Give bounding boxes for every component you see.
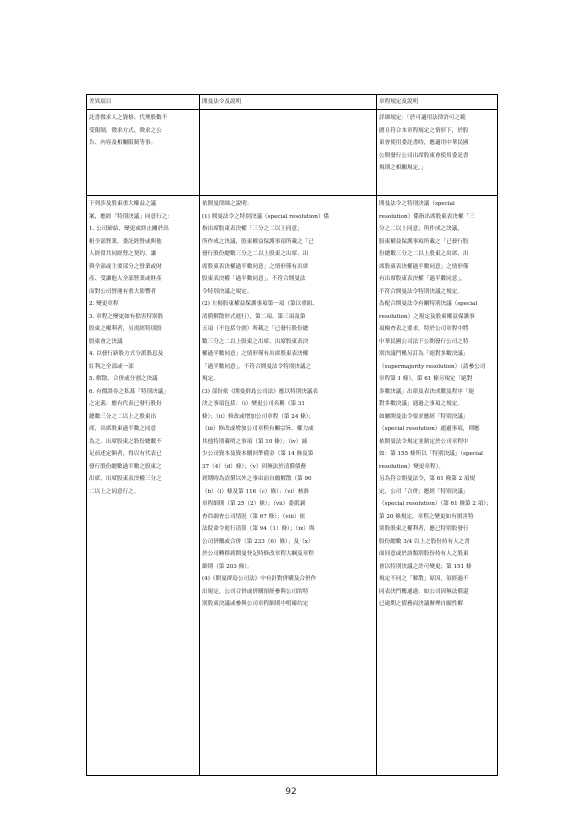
cell-line: 受限制、徵求方式、徵求之公 <box>89 127 162 134</box>
cell-line: 公開發行公司出席股東會使用委託書 <box>379 152 469 159</box>
cell-line: 託書徵求人之資格、代理股數不 <box>89 115 168 121</box>
cell-line: 於公司轉移到開曼登記時修改章程大綱及章程 <box>202 551 314 557</box>
cell-line: 章程第 1 條），第 61 條另規定「絕對 <box>379 376 473 382</box>
cell-line: 二以上之同意行之。 <box>89 488 140 495</box>
comparison-table <box>86 94 498 776</box>
cell-line: 不符合開曼法令特別決議之規定。 <box>379 288 463 295</box>
cell-line: 為之。出席股東之股份總數不 <box>89 438 162 445</box>
row1-col3 <box>377 110 497 196</box>
cell-line: 所作成之決議，股東權益保護事項所載之「已 <box>202 238 314 245</box>
cell-line: 發行股份總數過半數之股東之 <box>89 463 162 470</box>
cell-line: 「過半數同意」，不符合開曼法令特別決議之 <box>202 363 312 370</box>
cell-line: 章程細則（第 25（2）條）；（vii）委派調 <box>202 501 306 507</box>
cell-line: 規定不同之「解散」原因，須經過不 <box>379 576 469 582</box>
cell-line: 到期時為清償以外之事由而自願解散（第 90 <box>202 476 312 482</box>
table-grid <box>87 95 497 776</box>
cell-line: （b）（i）條及第 116（c）條）；（vi）核准 <box>202 488 310 495</box>
cell-line: （special resolution）（第 61 條第 2 項）； <box>379 501 492 507</box>
cell-line: 依開曼律師之說明： <box>202 201 253 207</box>
cell-line: 指出席股東表決權「三分之二以上同意」 <box>202 226 303 232</box>
cell-line: 開曼法令之特別決議（special <box>379 201 455 207</box>
cell-line: 總數三分之二以上之股東出 <box>89 413 157 420</box>
cell-line: 股東權益保護事項所載之「已發行股 <box>379 238 469 245</box>
cell-line: 如：第 155 條所以「特別決議」（special <box>379 451 483 457</box>
cell-line: resolution）之規定及股東權益保護事 <box>379 313 475 320</box>
cell-line: (1) 開曼法令之特別決議（special resolution）係 <box>202 213 330 220</box>
cell-line: 與全部或主要部分之營業或財 <box>89 263 162 270</box>
cell-line: 別股股東之權利者，應已特別股發行 <box>379 526 469 532</box>
cell-line: 37（4）（d）條）；（v）因無法於清償債務 <box>202 463 307 470</box>
cell-line: （iii）修改或增加公司章程有關宗旨、權力或 <box>202 426 314 432</box>
cell-line: 詳細規定：「於可適用法律許可之範 <box>379 115 466 121</box>
cell-line: 紅利之全部或一部 <box>89 363 134 370</box>
header-difference-item: 差異項目 <box>87 95 200 110</box>
cell-line: 股東會之決議 <box>89 338 123 345</box>
cell-line: 同表決門檻通過：如公司因無法償還 <box>379 588 469 595</box>
cell-line: 5. 解散、合併或分割之決議 <box>89 376 158 382</box>
cell-line: 另為符合開曼法令，第 61 條第 2 項規 <box>379 476 476 482</box>
cell-line: 4. 以發行新股方式分派股息及 <box>89 351 164 357</box>
row2-col2 <box>200 196 377 776</box>
cell-line: 1. 公司締結、變更或終止關於出 <box>89 226 169 232</box>
cell-line: 股東表決權「過半數同意」，不符合開曼法 <box>202 276 306 282</box>
row2-col3 <box>377 196 497 776</box>
cell-line: 席股東表決權過半數同意」之情形僅有出席 <box>202 263 309 270</box>
cell-line: 其他特別載明之事項（第 10 條）；（iv）減 <box>202 438 308 445</box>
cell-line: 而對公司營運有重大影響者 <box>89 288 157 295</box>
cell-line: 發行股份總數三分之二以上股東之出席、出 <box>202 251 309 257</box>
cell-line: 細則（第 203 條）。 <box>202 563 253 570</box>
cell-line: 公司併購或合併（第 233（6）條）；及（x） <box>202 538 314 545</box>
cell-line: 權過半數同意」之情形僅有出席股東表決權 <box>202 351 309 357</box>
cell-line: 法院命令進行清算（第 94（1）條）；（ix）與 <box>202 526 315 532</box>
row2-col1 <box>87 196 200 776</box>
cell-line: (2) 左揭股東權益保護事項第一項（第以重組、 <box>202 301 318 307</box>
cell-line: 為配合開曼法令有關特別決議（special <box>379 301 478 307</box>
cell-line: 如屬開曼法令要求應經「特別決議」 <box>379 413 469 420</box>
cell-line: (4)《開曼群島公司法》中有針對併購及合併作 <box>202 576 317 582</box>
cell-line: 數三分之二以上股東之出席、出席股東表決 <box>202 338 309 345</box>
cell-line: 對多數決議」通過之事項之規定。 <box>379 401 463 407</box>
cell-line: 份總數三分之二以上股東之出席、出 <box>379 251 469 257</box>
cell-line: 股東之權利者，另需經特別股 <box>89 326 162 332</box>
cell-line: 東會使用委託書時，應適用中華民國 <box>379 140 469 146</box>
header-cayman-law: 開曼法令及說明 <box>200 95 377 110</box>
cell-line: 2. 變更章程 <box>89 301 119 307</box>
cell-line: 席股東表決權過半數同意」之情形僅 <box>379 263 469 270</box>
cell-line: 面同意或於該類別股份持有人之股東 <box>379 551 469 557</box>
row1-col2 <box>200 110 377 196</box>
cell-line: 條）；（ii）修改或增加公司章程（第 24 條）； <box>202 413 315 420</box>
row1-col1 <box>87 110 200 196</box>
cell-line: 別決議門檻另訂為「絕對多數決議」 <box>379 351 469 357</box>
page-number: 92 <box>285 787 297 797</box>
cell-line: 圍且符合本章程規定之情形下，於股 <box>379 127 469 134</box>
cell-line: 產、受讓他人全部營業或財產 <box>89 276 162 282</box>
cell-line: 少公司資本及資本贖回準備金（第 14 條及第 <box>202 451 314 457</box>
cell-line: 令特別決議之規定。 <box>202 288 253 295</box>
cell-line: 五項（不包括分割）所載之「已發行股份總 <box>202 326 309 332</box>
cell-line: 規定。 <box>202 376 219 382</box>
cell-line: 規則之相關規定。」 <box>379 165 427 171</box>
cell-line: （supermajority resolution）（請參公司 <box>379 363 486 370</box>
cell-line: 有出席股東表決權「過半數同意」， <box>379 276 466 282</box>
cell-line: 出規定。公司合併或併購預經參與公司的特 <box>202 588 309 595</box>
cell-line: 項檢查表之要求，特於公司章程中將 <box>379 326 469 332</box>
cell-line: 人經常共同經營之契約、讓 <box>89 251 157 257</box>
cell-line: 定，公司「合併」應經「特別決議」 <box>379 488 469 495</box>
cell-line: 股份總數 3/4 以上之股份持有人之書 <box>379 538 470 545</box>
cell-line: 第 20 條規定，章程之變更如有損害特 <box>379 513 474 520</box>
cell-line: 分之二以上同意」所作成之決議， <box>379 226 463 232</box>
cell-line: 已逾期之債務而決議辦理自願性解 <box>379 601 463 607</box>
cell-line: 多數決議」出席及表決成數及程序「絕 <box>379 388 475 395</box>
cell-line: 案，應經「特別決議」同意行之： <box>89 213 173 220</box>
cell-line: (3) 部份依《開曼群島公司法》應以特別決議表 <box>202 388 318 395</box>
cell-line: 之定義：應有代表已發行股份 <box>89 401 162 407</box>
cell-line: 足前述定額者，得以有代表已 <box>89 451 162 457</box>
cell-line: 決之事項包括：（i）變更公司名稱（第 31 <box>202 401 305 407</box>
cell-line: 告、內容及相關限制等事。 <box>89 140 157 146</box>
cell-line: （special resolution）通過事項，則應 <box>379 426 480 432</box>
cell-line: 別股東決議或參與公司章程細則中明確約定 <box>202 601 309 607</box>
header-articles: 章程規定及說明 <box>377 95 497 110</box>
cell-line: resolution）係指出席股東表決權「三 <box>379 213 475 220</box>
cell-line: 3. 章程之變更如有損害特別股 <box>89 313 164 320</box>
cell-line: 6. 有價證券之私募「特別決議」 <box>89 388 169 395</box>
cell-line: 中華民國公司法下公開發行公司之特 <box>379 338 469 345</box>
cell-line: 清償解散形式進行），第二項、第三項及第 <box>202 313 306 320</box>
cell-line: resolution）變更章程）。 <box>379 463 444 470</box>
cell-line: 查員調查公司情況（第 67 條）；（viii）依 <box>202 513 306 520</box>
cell-line: 會以特別決議之許可變更；第 151 條 <box>379 563 472 570</box>
cell-line: 依開曼法令規定並制定於公司章程中 <box>379 438 469 445</box>
cell-line: 席，出席股東過半數之同意 <box>89 426 157 432</box>
cell-line: 租全部營業，委託經營或與他 <box>89 238 162 245</box>
cell-line: 出席，出席股東表決權三分之 <box>89 476 162 482</box>
cell-line: 下列涉及股東重大權益之議 <box>89 201 157 207</box>
